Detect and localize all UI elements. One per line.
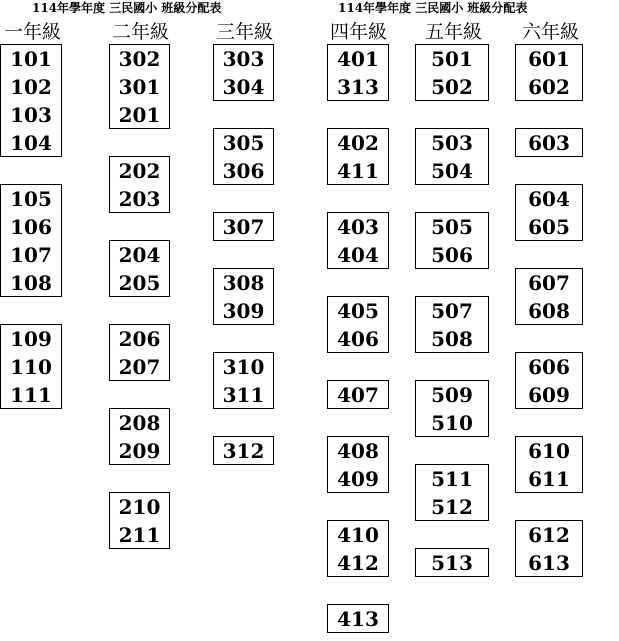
- class-number[interactable]: 205: [118, 271, 161, 295]
- class-number[interactable]: 603: [528, 131, 570, 155]
- class-group-box: [515, 352, 583, 409]
- class-group-box: [0, 324, 62, 409]
- class-group-box: [0, 184, 62, 297]
- class-number[interactable]: 502: [431, 75, 473, 99]
- class-group-box: [327, 380, 389, 409]
- class-number[interactable]: 604: [528, 187, 570, 211]
- class-group-box: [415, 296, 489, 353]
- class-number[interactable]: 409: [337, 467, 379, 491]
- class-group-box: [109, 240, 170, 297]
- class-number[interactable]: 107: [10, 243, 52, 267]
- class-number[interactable]: 508: [431, 327, 473, 351]
- sheet-title-right: 114年學年度 三民國小 班級分配表: [338, 1, 528, 15]
- class-number[interactable]: 613: [528, 551, 570, 575]
- class-group-box: [213, 268, 274, 325]
- class-number[interactable]: 602: [528, 75, 570, 99]
- class-number[interactable]: 109: [10, 327, 52, 351]
- class-number[interactable]: 110: [10, 355, 52, 379]
- class-group-box: [515, 436, 583, 493]
- grade-header: 三年級: [216, 21, 274, 43]
- class-group-box: [109, 156, 170, 213]
- class-number[interactable]: 607: [528, 271, 570, 295]
- class-number[interactable]: 402: [337, 131, 379, 155]
- class-group-box: [327, 44, 389, 101]
- class-number[interactable]: 405: [337, 299, 379, 323]
- class-group-box: [415, 464, 489, 521]
- class-group-box: [415, 128, 489, 185]
- class-group-box: [415, 212, 489, 269]
- class-group-box: [327, 128, 389, 185]
- class-number[interactable]: 309: [222, 299, 265, 323]
- class-number[interactable]: 103: [10, 103, 52, 127]
- class-number[interactable]: 106: [10, 215, 52, 239]
- class-number[interactable]: 101: [10, 47, 52, 71]
- class-group-box: [213, 352, 274, 409]
- class-number[interactable]: 404: [337, 243, 379, 267]
- class-group-box: [213, 436, 274, 465]
- class-number[interactable]: 304: [222, 75, 265, 99]
- class-number[interactable]: 513: [431, 551, 473, 575]
- sheet-title-left: 114年學年度 三民國小 班級分配表: [32, 1, 222, 15]
- grade-header: 六年級: [522, 21, 580, 43]
- class-group-box: [109, 408, 170, 465]
- class-number[interactable]: 412: [337, 551, 379, 575]
- class-number[interactable]: 503: [431, 131, 473, 155]
- class-number[interactable]: 203: [118, 187, 161, 211]
- class-group-box: [515, 44, 583, 101]
- class-number[interactable]: 411: [337, 159, 379, 183]
- class-number[interactable]: 501: [431, 47, 473, 71]
- class-number[interactable]: 102: [10, 75, 52, 99]
- class-number[interactable]: 504: [431, 159, 473, 183]
- class-number[interactable]: 303: [222, 47, 265, 71]
- class-number[interactable]: 208: [118, 411, 161, 435]
- class-number[interactable]: 211: [118, 523, 161, 547]
- class-number[interactable]: 206: [118, 327, 161, 351]
- class-number[interactable]: 305: [222, 131, 265, 155]
- class-number[interactable]: 601: [528, 47, 570, 71]
- class-group-box: [515, 520, 583, 577]
- class-group-box: [327, 520, 389, 577]
- class-number[interactable]: 204: [118, 243, 161, 267]
- class-number[interactable]: 608: [528, 299, 570, 323]
- class-number[interactable]: 311: [222, 383, 265, 407]
- class-number[interactable]: 609: [528, 383, 570, 407]
- class-number[interactable]: 313: [337, 75, 379, 99]
- class-group-box: [415, 44, 489, 101]
- class-group-box: [515, 128, 583, 157]
- class-group-box: [327, 604, 389, 633]
- class-number[interactable]: 308: [222, 271, 265, 295]
- class-group-box: [327, 436, 389, 493]
- class-group-box: [0, 44, 62, 157]
- class-number[interactable]: 302: [118, 47, 161, 71]
- class-number[interactable]: 407: [337, 383, 379, 407]
- class-group-box: [109, 44, 170, 129]
- class-group-box: [213, 44, 274, 101]
- class-number[interactable]: 512: [431, 495, 473, 519]
- class-group-box: [415, 380, 489, 437]
- class-number[interactable]: 612: [528, 523, 570, 547]
- class-number[interactable]: 306: [222, 159, 265, 183]
- class-number[interactable]: 202: [118, 159, 161, 183]
- class-group-box: [415, 548, 489, 577]
- class-group-box: [327, 296, 389, 353]
- class-number[interactable]: 210: [118, 495, 161, 519]
- class-number[interactable]: 605: [528, 215, 570, 239]
- class-number[interactable]: 406: [337, 327, 379, 351]
- class-number[interactable]: 403: [337, 215, 379, 239]
- class-number[interactable]: 207: [118, 355, 161, 379]
- class-number[interactable]: 201: [118, 103, 161, 127]
- class-number[interactable]: 510: [431, 411, 473, 435]
- class-number[interactable]: 307: [222, 215, 265, 239]
- class-group-box: [213, 128, 274, 185]
- grade-header: 二年級: [112, 21, 170, 43]
- class-number[interactable]: 606: [528, 355, 570, 379]
- class-number[interactable]: 209: [118, 439, 161, 463]
- class-number[interactable]: 301: [118, 75, 161, 99]
- class-group-box: [327, 212, 389, 269]
- class-number[interactable]: 505: [431, 215, 473, 239]
- class-number[interactable]: 610: [528, 439, 570, 463]
- grade-header: 一年級: [4, 21, 62, 43]
- class-group-box: [213, 212, 274, 241]
- class-number[interactable]: 401: [337, 47, 379, 71]
- class-number[interactable]: 509: [431, 383, 473, 407]
- class-number[interactable]: 105: [10, 187, 52, 211]
- class-number[interactable]: 413: [337, 607, 379, 631]
- grade-header: 四年級: [330, 21, 388, 43]
- class-number[interactable]: 108: [10, 271, 52, 295]
- class-group-box: [109, 492, 170, 549]
- class-group-box: [515, 268, 583, 325]
- grade-header: 五年級: [425, 21, 483, 43]
- class-number[interactable]: 312: [222, 439, 265, 463]
- class-number[interactable]: 410: [337, 523, 379, 547]
- class-number[interactable]: 104: [10, 131, 52, 155]
- class-number[interactable]: 111: [10, 383, 52, 407]
- class-number[interactable]: 611: [528, 467, 570, 491]
- class-number[interactable]: 507: [431, 299, 473, 323]
- class-group-box: [109, 324, 170, 381]
- class-number[interactable]: 506: [431, 243, 473, 267]
- class-group-box: [515, 184, 583, 241]
- class-number[interactable]: 310: [222, 355, 265, 379]
- class-number[interactable]: 511: [431, 467, 473, 491]
- class-number[interactable]: 408: [337, 439, 379, 463]
